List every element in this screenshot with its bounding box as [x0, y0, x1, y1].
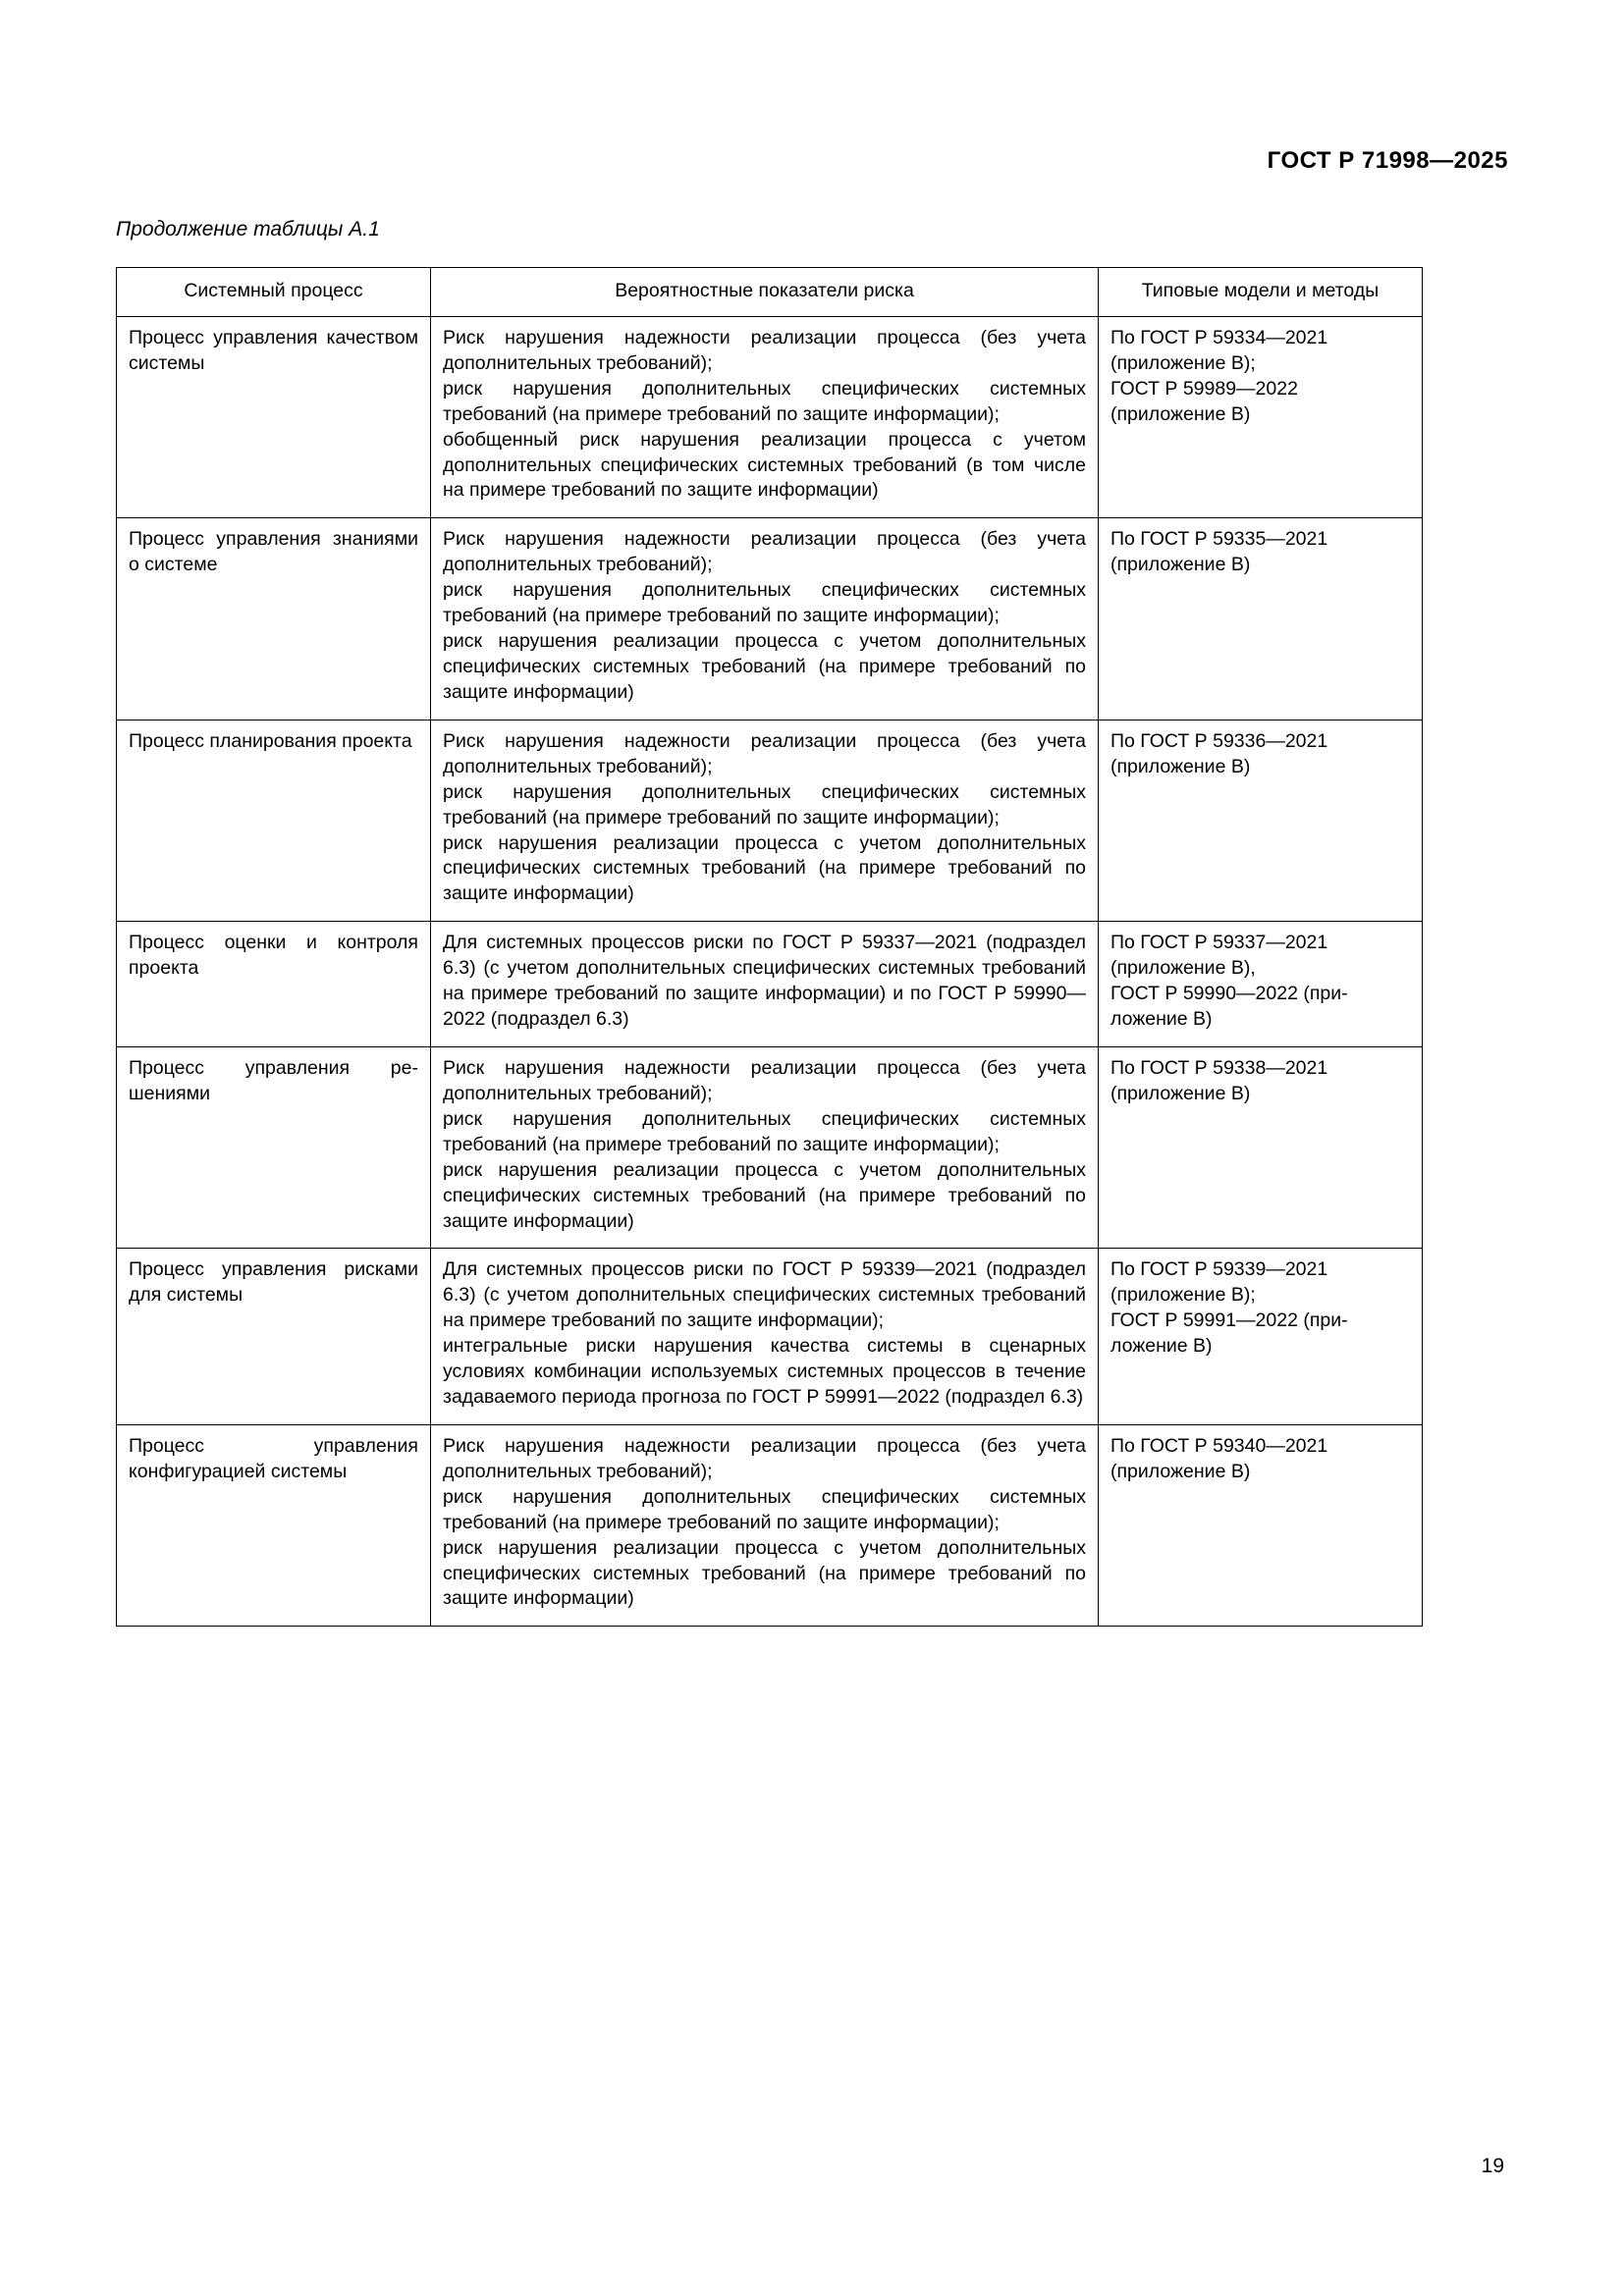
column-header-process: Системный процесс — [117, 268, 431, 317]
cell-process: Процесс управления решениями — [117, 1046, 431, 1248]
cell-process: Процесс планирования проекта — [117, 720, 431, 921]
table-row — [117, 518, 1423, 720]
table-row — [117, 922, 1423, 1047]
cell-indicators: Для системных процессов риски по ГОСТ Р 59339—2021 (подраздел 6.3) (с учетом дополнительных специфических системных требований на примере требований по защите информации); интегральные риски нарушения качества системы в сценарных условиях комбинации используемых системных процессов в течение задаваемого периода прогноза по ГОСТ Р 59991—2022 (подраздел 6.3) — [431, 1249, 1099, 1425]
table-body — [117, 316, 1423, 1626]
cell-process: Процесс управления конфигурацией системы — [117, 1424, 431, 1626]
table-header-row — [117, 268, 1423, 317]
cell-models: По ГОСТ Р 59337—2021 (приложение В), ГОСТ Р 59990—2022 (приложение В) — [1099, 922, 1423, 1047]
cell-indicators: Риск нарушения надежности реализации процесса (без учета дополнительных требований); риск нарушения дополнительных специфических системных требований (на примере требований по защите информации); риск нарушения реализации процесса с учетом дополнительных специфических системных требований (на примере требований по защите информации) — [431, 1424, 1099, 1626]
cell-indicators: Риск нарушения надежности реализации процесса (без учета дополнительных требований); риск нарушения дополнительных специфических системных требований (на примере требований по защите информации); риск нарушения реализации процесса с учетом дополнительных специфических системных требований (на примере требований по защите информации) — [431, 720, 1099, 921]
page-number: 19 — [1481, 2155, 1504, 2177]
table-a1-continued — [116, 267, 1423, 1627]
cell-models: По ГОСТ Р 59336—2021 (приложение В) — [1099, 720, 1423, 921]
cell-process: Процесс оценки и контроля проекта — [117, 922, 431, 1047]
column-header-models: Типовые модели и методы — [1099, 268, 1423, 317]
table-row — [117, 1046, 1423, 1248]
table-caption: Продолжение таблицы А.1 — [116, 218, 380, 240]
cell-models: По ГОСТ Р 59340—2021 (приложение В) — [1099, 1424, 1423, 1626]
cell-process: Процесс управления знаниями о системе — [117, 518, 431, 720]
cell-models: По ГОСТ Р 59339—2021 (приложение В); ГОСТ Р 59991—2022 (приложение В) — [1099, 1249, 1423, 1425]
cell-indicators: Для системных процессов риски по ГОСТ Р 59337—2021 (подраздел 6.3) (с учетом дополнительных специфических системных требований на примере требований по защите информации) и по ГОСТ Р 59990—2022 (подраздел 6.3) — [431, 922, 1099, 1047]
cell-process: Процесс управления рисками для системы — [117, 1249, 431, 1425]
table-row — [117, 1249, 1423, 1425]
table-row — [117, 1424, 1423, 1626]
table-row — [117, 720, 1423, 921]
cell-models: По ГОСТ Р 59335—2021 (приложение В) — [1099, 518, 1423, 720]
cell-models: По ГОСТ Р 59338—2021 (приложение В) — [1099, 1046, 1423, 1248]
cell-indicators: Риск нарушения надежности реализации процесса (без учета дополнительных требований); риск нарушения дополнительных специфических системных требований (на примере требований по защите информации); обобщенный риск нарушения реализации процесса с учетом дополнительных специфических системных требований (в том числе на примере требований по защите информации) — [431, 316, 1099, 517]
table-row — [117, 316, 1423, 517]
cell-models: По ГОСТ Р 59334—2021 (приложение В); ГОСТ Р 59989—2022 (приложение В) — [1099, 316, 1423, 517]
column-header-indicators: Вероятностные показатели риска — [431, 268, 1099, 317]
cell-process: Процесс управления качеством системы — [117, 316, 431, 517]
cell-indicators: Риск нарушения надежности реализации процесса (без учета дополнительных требований); риск нарушения дополнительных специфических системных требований (на примере требований по защите информации); риск нарушения реализации процесса с учетом дополнительных специфических системных требований (на примере требований по защите информации) — [431, 518, 1099, 720]
cell-indicators: Риск нарушения надежности реализации процесса (без учета дополнительных требований); риск нарушения дополнительных специфических системных требований (на примере требований по защите информации); риск нарушения реализации процесса с учетом дополнительных специфических системных требований (на примере требований по защите информации) — [431, 1046, 1099, 1248]
page-header-standard-id: ГОСТ Р 71998—2025 — [1267, 147, 1508, 174]
